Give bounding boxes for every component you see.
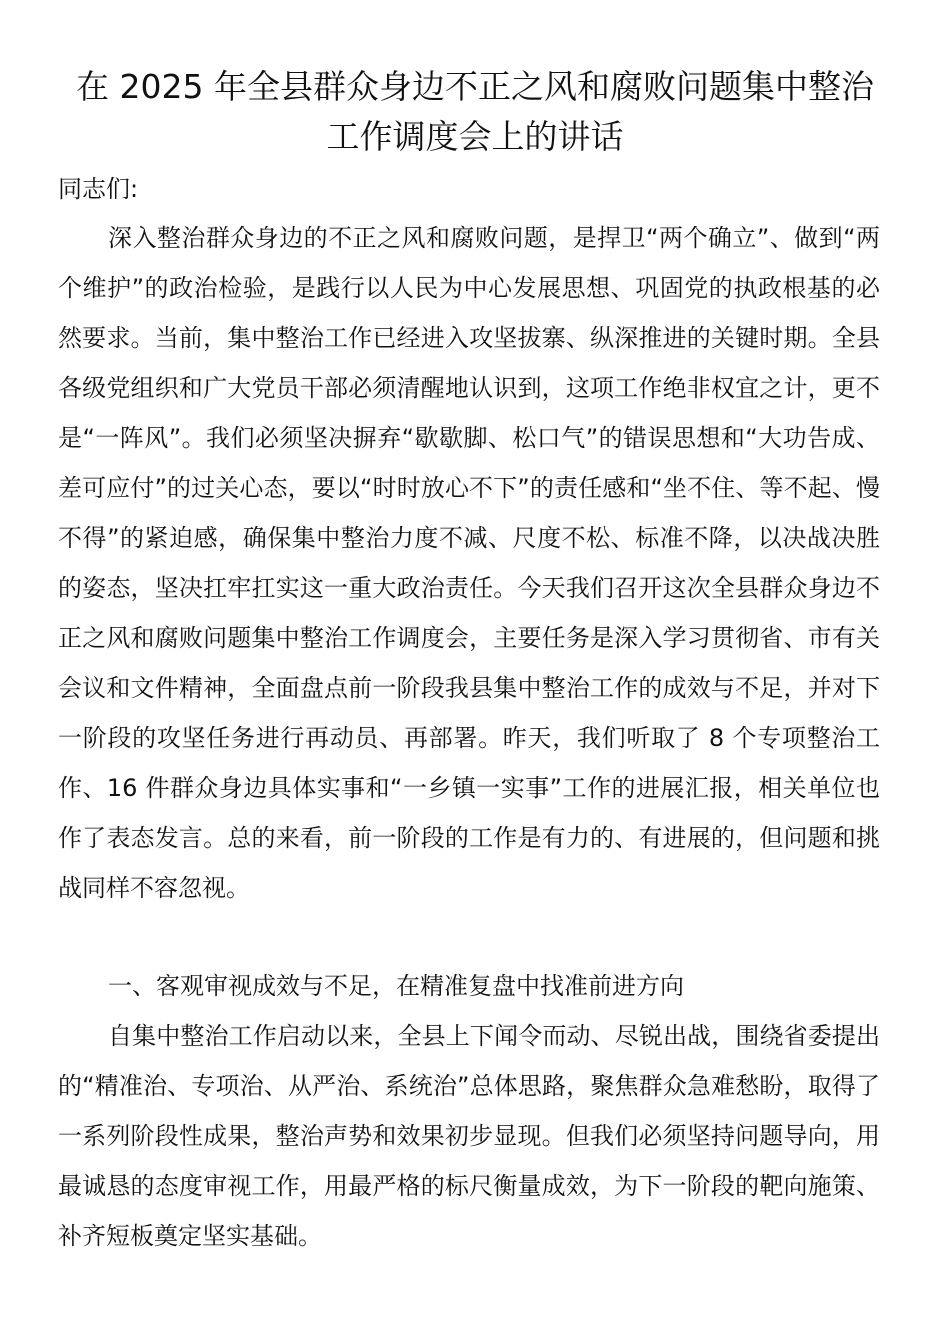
body-paragraph-1: 深入整治群众身边的不正之风和腐败问题，是捍卫“两个确立”、做到“两个维护”的政治检验，是践行以人民为中心发展思想、巩固党的执政根基的必然要求。当前，集中整治工作已经进入攻坚拔寨、纵深推进的关键时期。全县各级党组织和广大党员干部必须清醒地认识到，这项工作绝非权宜之计，更不是“一阵风”。我们必须坚决摒弃“歇歇脚、松口气”的错误思想和“大功告成、差可应付”的过关心态，要以“时时放心不下”的责任感和“坐不住、等不起、慢不得”的紧迫感，确保集中整治力度不减、尺度不松、标准不降，以决战决胜的姿态，坚决扛牢扛实这一重大政治责任。今天我们召开这次全县群众身边不正之风和腐败问题集中整治工作调度会，主要任务是深入学习贯彻省、市有关会议和文件精神，全面盘点前一阶段我县集中整治工作的成效与不足，并对下一阶段的攻坚任务进行再动员、再部署。昨天，我们听取了 8 个专项整治工作、16 件群众身边具体实事和“一乡镇一实事”工作的进展汇报，相关单位也作了表态发言。总的来看，前一阶段的工作是有力的、有进展的，但问题和挑战同样不容忽视。 (58, 224, 880, 902)
document-title: 在 2025 年全县群众身边不正之风和腐败问题集中整治工作调度会上的讲话 (76, 67, 874, 156)
body-paragraph-2: 自集中整治工作启动以来，全县上下闻令而动、尽锐出战，围绕省委提出的“精准治、专项治、从严治、系统治”总体思路，聚焦群众急难愁盼，取得了一系列阶段性成果，整治声势和效果初步显现。但我们必须坚持问题导向，用最诚恳的态度审视工作，用最严格的标尺衡量成效，为下一阶段的靶向施策、补齐短板奠定坚实基础。 (58, 1022, 880, 1250)
section-heading-1: 一、客观审视成效与不足，在精准复盘中找准前进方向 (108, 972, 684, 1000)
salutation: 同志们: (58, 175, 139, 203)
